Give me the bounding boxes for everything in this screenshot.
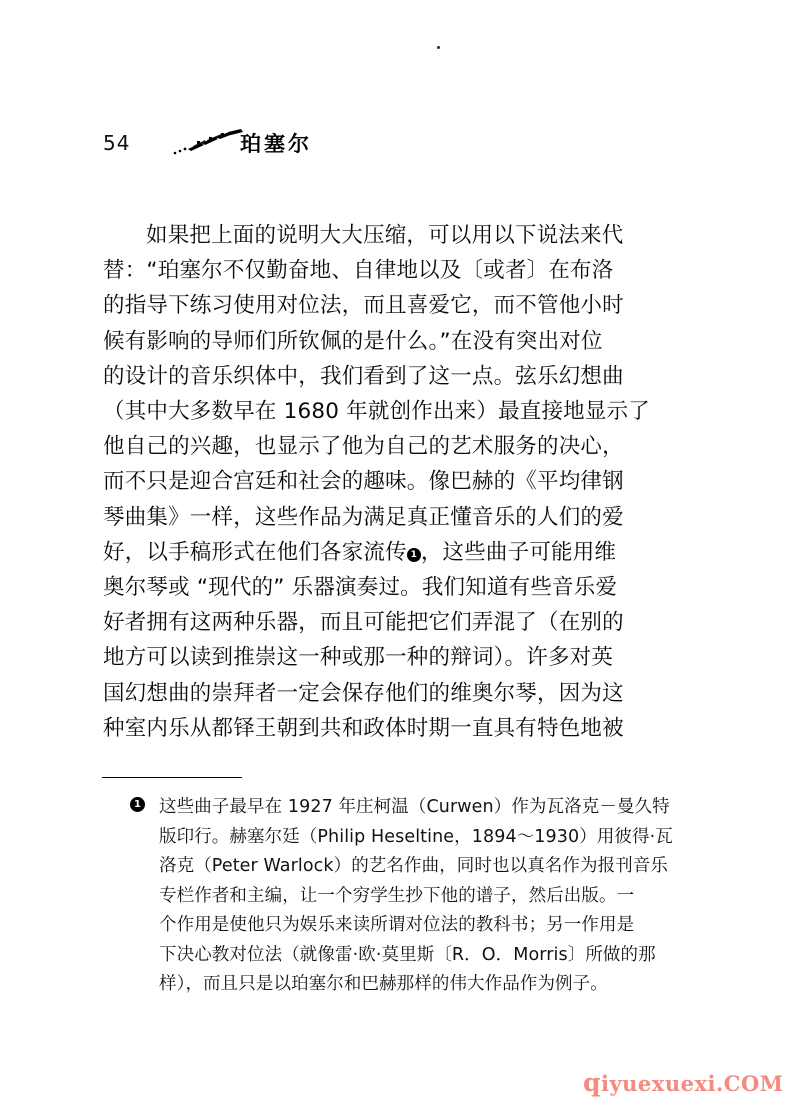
watermark-text: iyuexuexi.COM [600, 1071, 784, 1096]
scan-artifact-dot [437, 46, 440, 49]
site-watermark [583, 1068, 784, 1097]
footnote-line: 版印行。赫塞尔廷（Philip Heseltine，1894～1930）用彼得·瓦 [159, 826, 673, 847]
watermark-lead: q [583, 1068, 601, 1097]
body-line: （其中大多数早在 1680 年就创作出来）最直接地显示了 [103, 399, 650, 425]
body-line: 他自己的兴趣，也显示了他为自己的艺术服务的决心， [103, 434, 624, 460]
body-line: 奥尔琴或 “现代的” 乐器演奏过。我们知道有些音乐爱 [103, 575, 618, 601]
footnote-first-line [103, 793, 698, 823]
body-text [103, 218, 693, 746]
running-head [103, 128, 693, 162]
body-line: 而不只是迎合宫廷和社会的趣味。像巴赫的《平均律钢 [103, 469, 624, 495]
footnote-marker: 1 [130, 797, 145, 812]
footnote-line: 这些曲子最早在 1927 年庄柯温（Curwen）作为瓦洛克－曼久特 [159, 797, 670, 817]
footnote-line: 专栏作者和主编，让一个穷学生抄下他的谱子，然后出版。一 [159, 885, 635, 906]
footnote-line: 洛克（Peter Warlock）的艺名作曲，同时也以真名作为报刊音乐 [159, 856, 669, 876]
body-line: 国幻想曲的崇拜者一定会保存他们的维奥尔琴，因为这 [103, 680, 624, 706]
body-line: 替：“珀塞尔不仅勤奋地、自律地以及〔或者〕在布洛 [103, 258, 614, 284]
footnote-separator-rule [102, 777, 242, 778]
footnote-line: 个作用是使他只为娱乐来读所谓对位法的教科书；另一作用是 [159, 915, 635, 935]
body-line: 地方可以读到推崇这一种或那一种的辩词）。许多对英 [103, 645, 614, 671]
body-line: 的指导下练习使用对位法，而且喜爱它，而不管他小时 [103, 293, 624, 319]
body-line-with-footnote-ref [103, 535, 693, 570]
page-number: 54 [103, 131, 131, 155]
body-line: 种室内乐从都铎王朝到共和政体时期一直具有特色地被 [103, 715, 624, 741]
footnote-block [103, 793, 698, 1000]
body-line: 的设计的音乐织体中，我们看到了这一点。弦乐幻想曲 [103, 363, 624, 389]
footnote-line: 样），而且只是以珀塞尔和巴赫那样的伟大作品作为例子。 [159, 974, 608, 994]
body-line-text: ，这些曲子可能用维 [420, 539, 617, 565]
body-line: 琴曲集》一样，这些作品为满足真正懂音乐的人们的爱 [103, 504, 624, 530]
flourish-ornament-icon [171, 128, 249, 158]
body-line: 候有影响的导师们所钦佩的是什么。”在没有突出对位 [103, 328, 603, 354]
body-line-text: 好，以手稿形式在他们各家流传 [103, 539, 407, 565]
footnote-ref-marker[interactable]: 1 [407, 548, 421, 562]
body-line: 如果把上面的说明大大压缩，可以用以下说法来代 [146, 223, 624, 248]
footnote-line: 下决心教对位法（就像雷·欧·莫里斯〔R．O．Morris〕所做的那 [159, 944, 656, 965]
chapter-title: 珀塞尔 [240, 132, 312, 156]
body-line: 好者拥有这两种乐器，而且可能把它们弄混了（在别的 [103, 610, 624, 636]
